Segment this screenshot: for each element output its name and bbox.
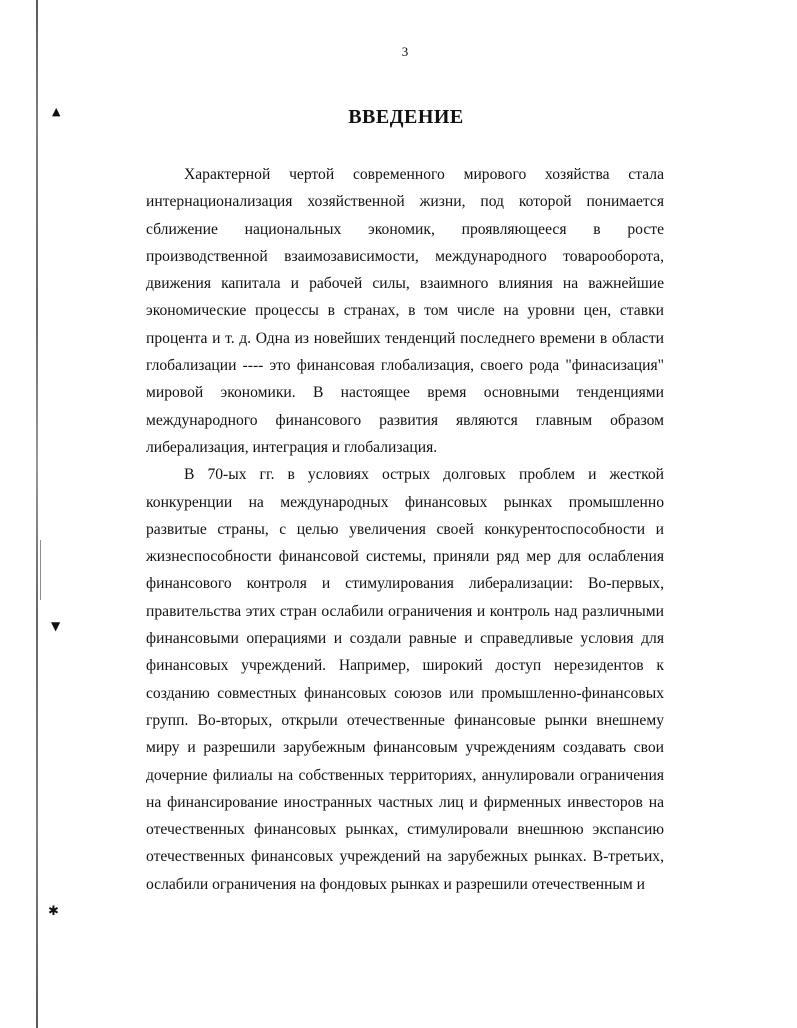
body-text [146, 161, 664, 898]
paragraph: Характерной чертой современного мирового хозяйства стала интернационализация хозяйственной жизни, под которой понимается сближение национальных экономик, проявляющееся в росте производственной взаимозависимости, международного товарооборота, движения капитала и рабочей силы, взаимного влияния на важнейшие экономические процессы в странах, в том числе на уровни цен, ставки процента и т. д. Одна из новейших тенденций последнего времени в области глобализации ---- это финансовая глобализация, своего рода "финасизация" мировой экономики. В настоящее время основными тенденциями международного финансового развития являются главным образом либерализация, интеграция и глобализация. [146, 166, 664, 456]
scan-margin-line [36, 0, 38, 1028]
page-title: ВВЕДЕНИЕ [348, 106, 464, 128]
paragraph: В 70-ых гг. в условиях острых долговых проблем и жесткой конкуренции на международных финансовых рынках промышленно развитые страны, с целью увеличения своей конкурентоспособности и жизнеспособности финансовой системы, приняли ряд мер для ослабления финансового контроля и стимулирования либерализации: Во-первых, правительства этих стран ослабили ограничения и контроль над различными финансовыми операциями и создали равные и справедливые условия для финансовых учреждений. Например, широкий доступ нерезидентов к созданию совместных финансовых союзов или промышленно-финансовых групп. Во-вторых, открыли отечественные финансовые рынки внешнему миру и разрешили зарубежным финансовым учреждениям создавать свои дочерние филиалы на собственных территориях, аннулировали ограничения на финансирование иностранных частных лиц и фирменных инвесторов на отечественных финансовых рынках, стимулировали внешнюю экспансию отечественных финансовых учреждений на зарубежных рынках. В-третьих, ослабили ограничения на фондовых рынках и разрешили отечественным и [146, 466, 664, 893]
scan-margin-line [40, 540, 41, 600]
scan-mark-icon: ▲ [52, 105, 61, 118]
scan-mark-icon: ✱ [48, 904, 59, 919]
scan-mark-icon: ▼ [51, 619, 61, 633]
page-number: 3 [401, 44, 409, 59]
